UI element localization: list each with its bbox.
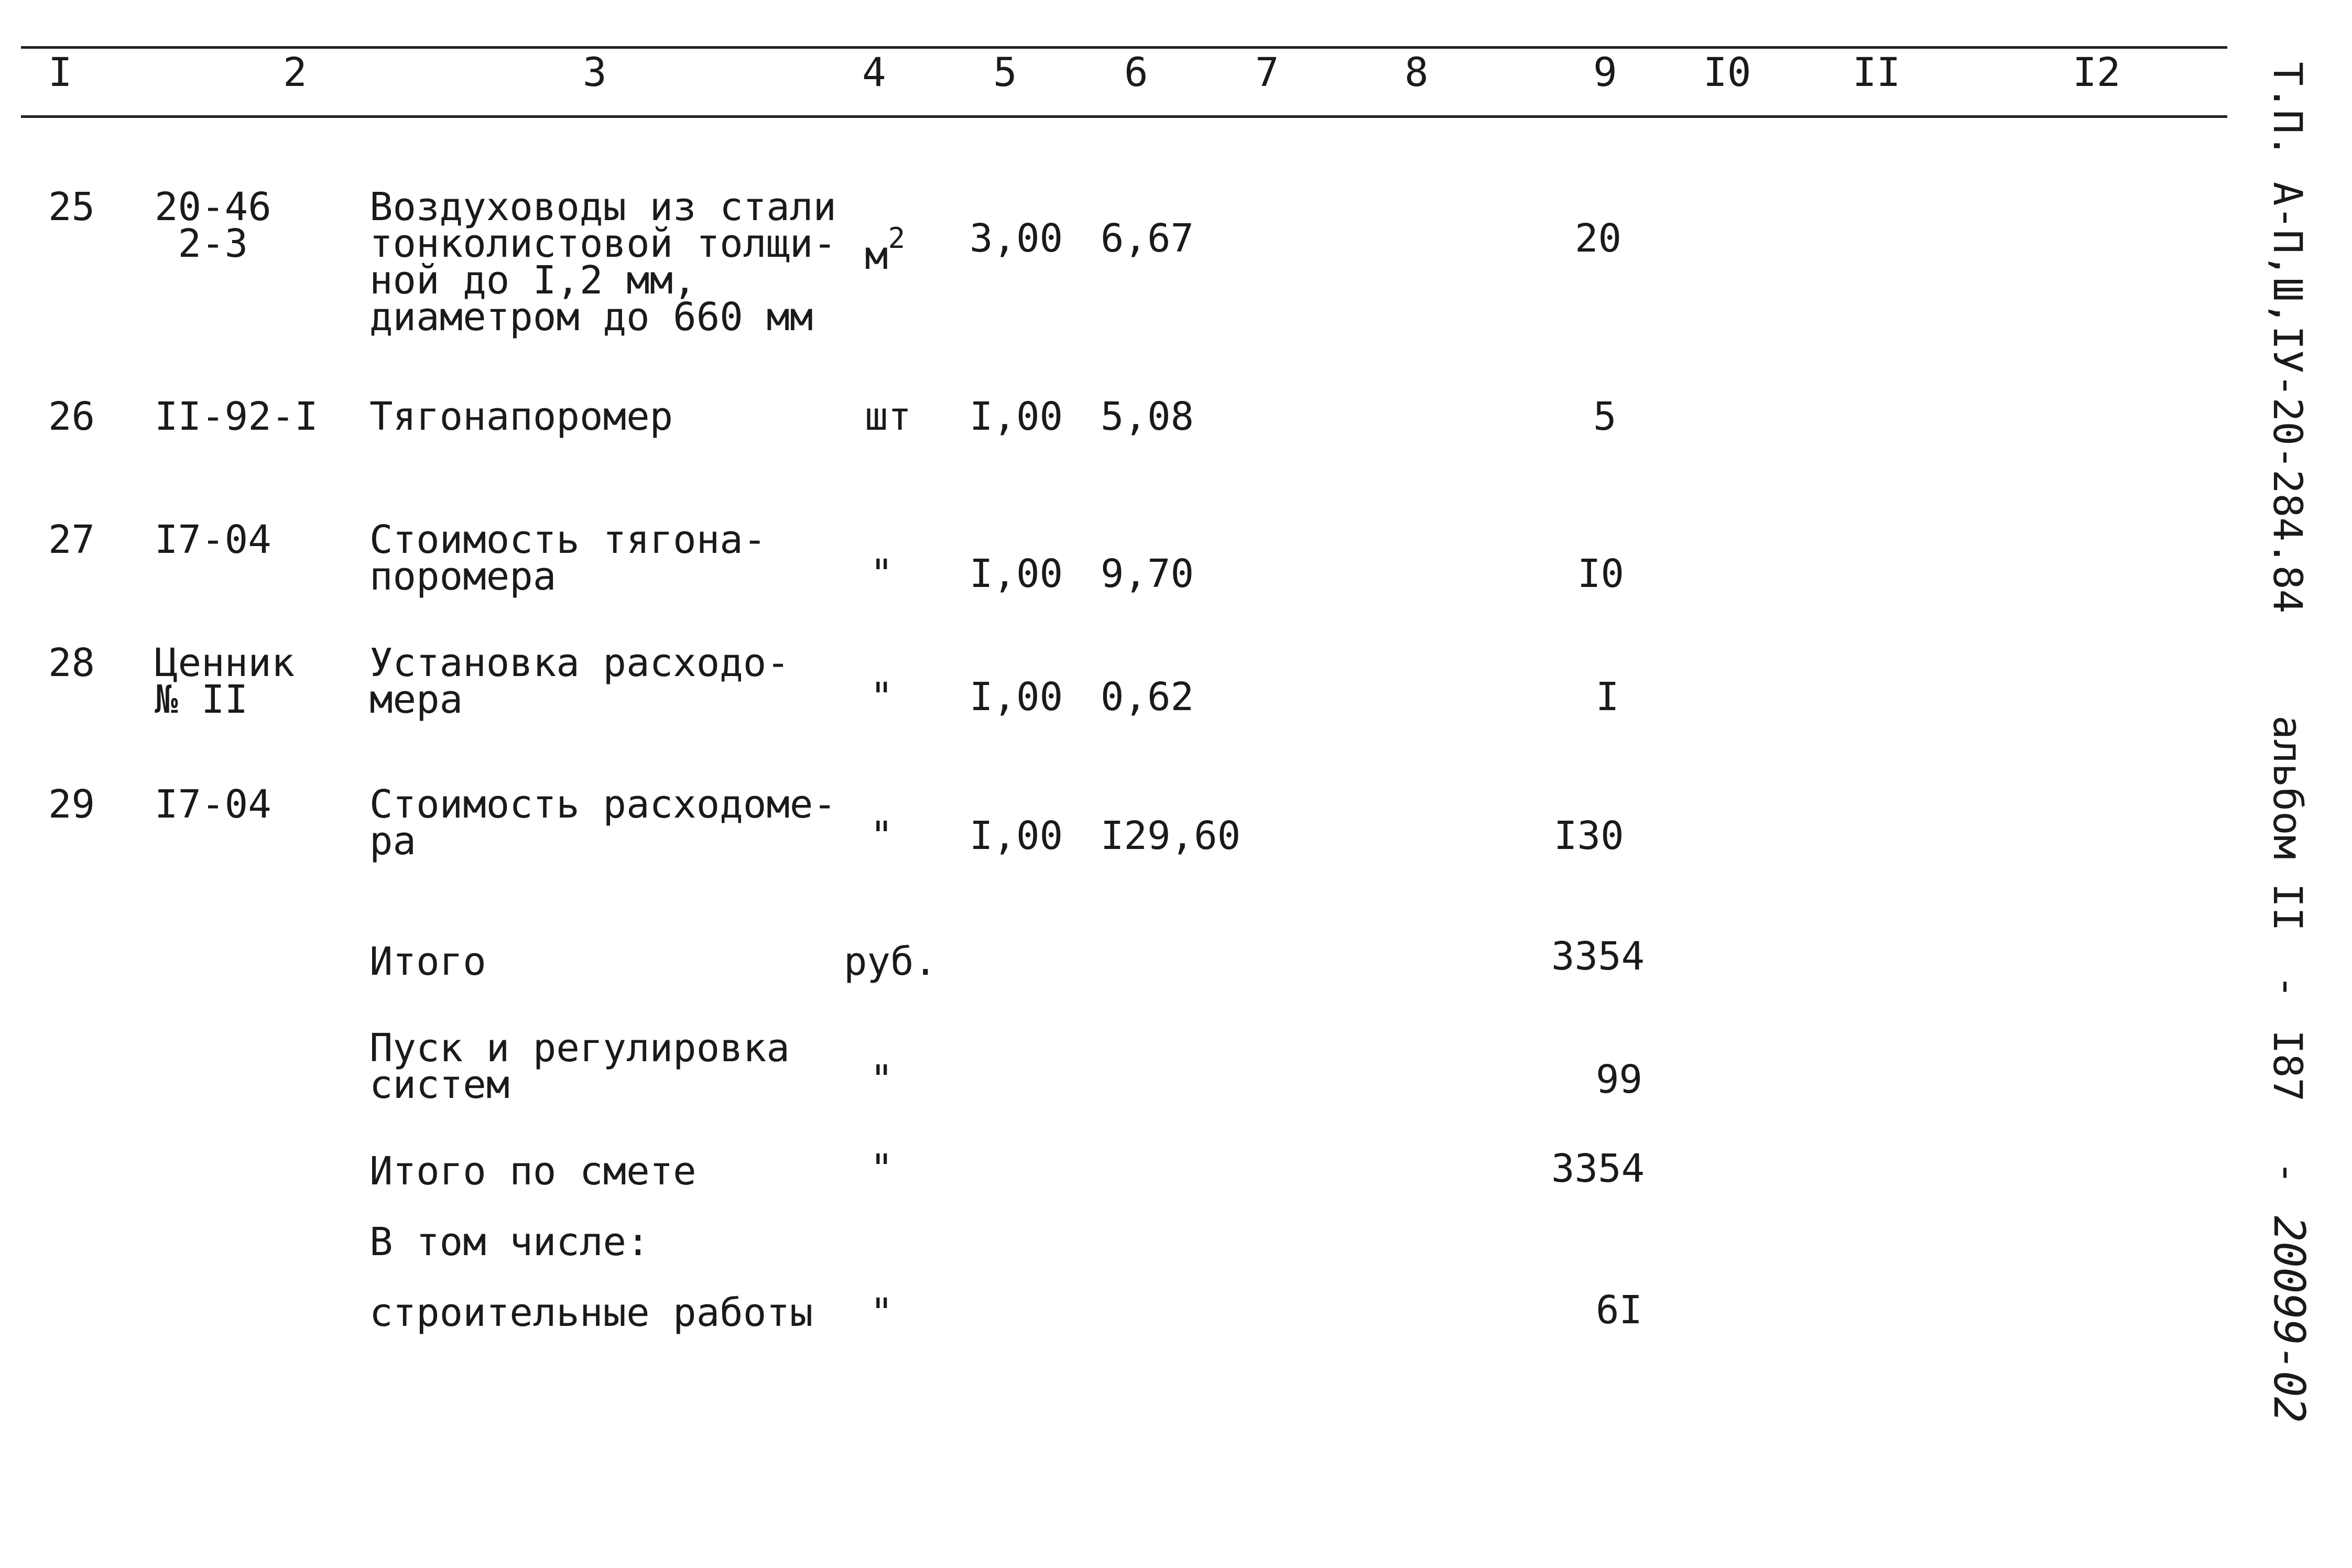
row-number: 26 — [48, 394, 95, 439]
work-name: Стоимость расходоме- ра — [369, 782, 837, 864]
dash-separator: - — [2264, 1161, 2311, 1185]
summary-value: 3354 — [1551, 1146, 1645, 1191]
summary-unit: руб. — [844, 939, 938, 984]
quantity: 3,00 — [970, 216, 1063, 261]
summary-value: 3354 — [1551, 934, 1645, 979]
price-code: I7-04 — [155, 782, 271, 827]
unit-price: 6,67 — [1101, 216, 1194, 261]
unit: " — [870, 551, 894, 596]
work-name: Воздуховоды из стали тонколистовой толщи- ной до I,2 мм, диаметром до 660 мм — [369, 184, 837, 340]
summary-label: Пуск и регулировка систем — [369, 1026, 790, 1107]
unit-price: I29,60 — [1101, 813, 1241, 858]
album-label: альбом II — [2264, 715, 2311, 931]
summary-unit: " — [870, 1057, 894, 1102]
summary-value: 6I — [1596, 1288, 1643, 1333]
header-bottom-rule — [21, 115, 2227, 118]
total-cost: 20 — [1575, 216, 1622, 261]
page-number: I87 — [2264, 1030, 2311, 1102]
document-code: Т.П. А-П,Ш,IУ-20-284.84 — [2264, 62, 2311, 614]
quantity: I,00 — [970, 551, 1063, 596]
col-header-7: 7 — [1255, 49, 1279, 95]
dash-separator: - — [2264, 975, 2311, 999]
col-header-10: I0 — [1703, 49, 1751, 95]
row-number: 28 — [48, 640, 95, 685]
summary-label: Итого по смете — [369, 1149, 696, 1194]
row-number: 25 — [48, 184, 95, 230]
summary-label: В том числе: — [369, 1219, 650, 1265]
col-header-4: 4 — [862, 49, 886, 95]
row-number: 29 — [48, 782, 95, 827]
work-name: Тягонапоромер — [369, 394, 673, 439]
total-cost: I0 — [1577, 551, 1625, 596]
col-header-3: 3 — [583, 49, 607, 95]
price-code: I7-04 — [155, 517, 271, 562]
quantity: I,00 — [970, 394, 1063, 439]
unit: $м^2$ — [865, 222, 906, 278]
unit-price: 0,62 — [1101, 674, 1194, 720]
work-name: Установка расходо- мера — [369, 640, 790, 722]
work-name: Стоимость тягона- поромера — [369, 517, 767, 599]
summary-unit: " — [870, 1146, 894, 1191]
col-header-2: 2 — [283, 49, 307, 95]
inventory-stamp: 20099-02 — [2264, 1216, 2314, 1423]
price-code: Ценник № II — [155, 640, 295, 722]
price-code: II-92-I — [155, 394, 318, 439]
unit: " — [870, 813, 894, 858]
summary-unit: " — [870, 1290, 894, 1335]
unit: шт — [865, 394, 912, 439]
unit-price: 5,08 — [1101, 394, 1194, 439]
unit-price: 9,70 — [1101, 551, 1194, 596]
quantity: I,00 — [970, 674, 1063, 720]
price-code: 20-46 2-3 — [155, 184, 271, 266]
summary-label: строительные работы — [369, 1290, 813, 1335]
col-header-8: 8 — [1404, 49, 1429, 95]
summary-label: Итого — [369, 939, 486, 984]
summary-value: 99 — [1596, 1057, 1643, 1102]
col-header-5: 5 — [993, 49, 1017, 95]
col-header-6: 6 — [1124, 49, 1148, 95]
total-cost: I30 — [1554, 813, 1624, 858]
total-cost: 5 — [1593, 394, 1617, 439]
total-cost: I — [1596, 674, 1619, 720]
col-header-9: 9 — [1593, 49, 1617, 95]
row-number: 27 — [48, 517, 95, 562]
col-header-11: II — [1853, 49, 1901, 95]
unit: " — [870, 674, 894, 720]
col-header-12: I2 — [2073, 49, 2121, 95]
quantity: I,00 — [970, 813, 1063, 858]
col-header-1: I — [48, 49, 72, 95]
